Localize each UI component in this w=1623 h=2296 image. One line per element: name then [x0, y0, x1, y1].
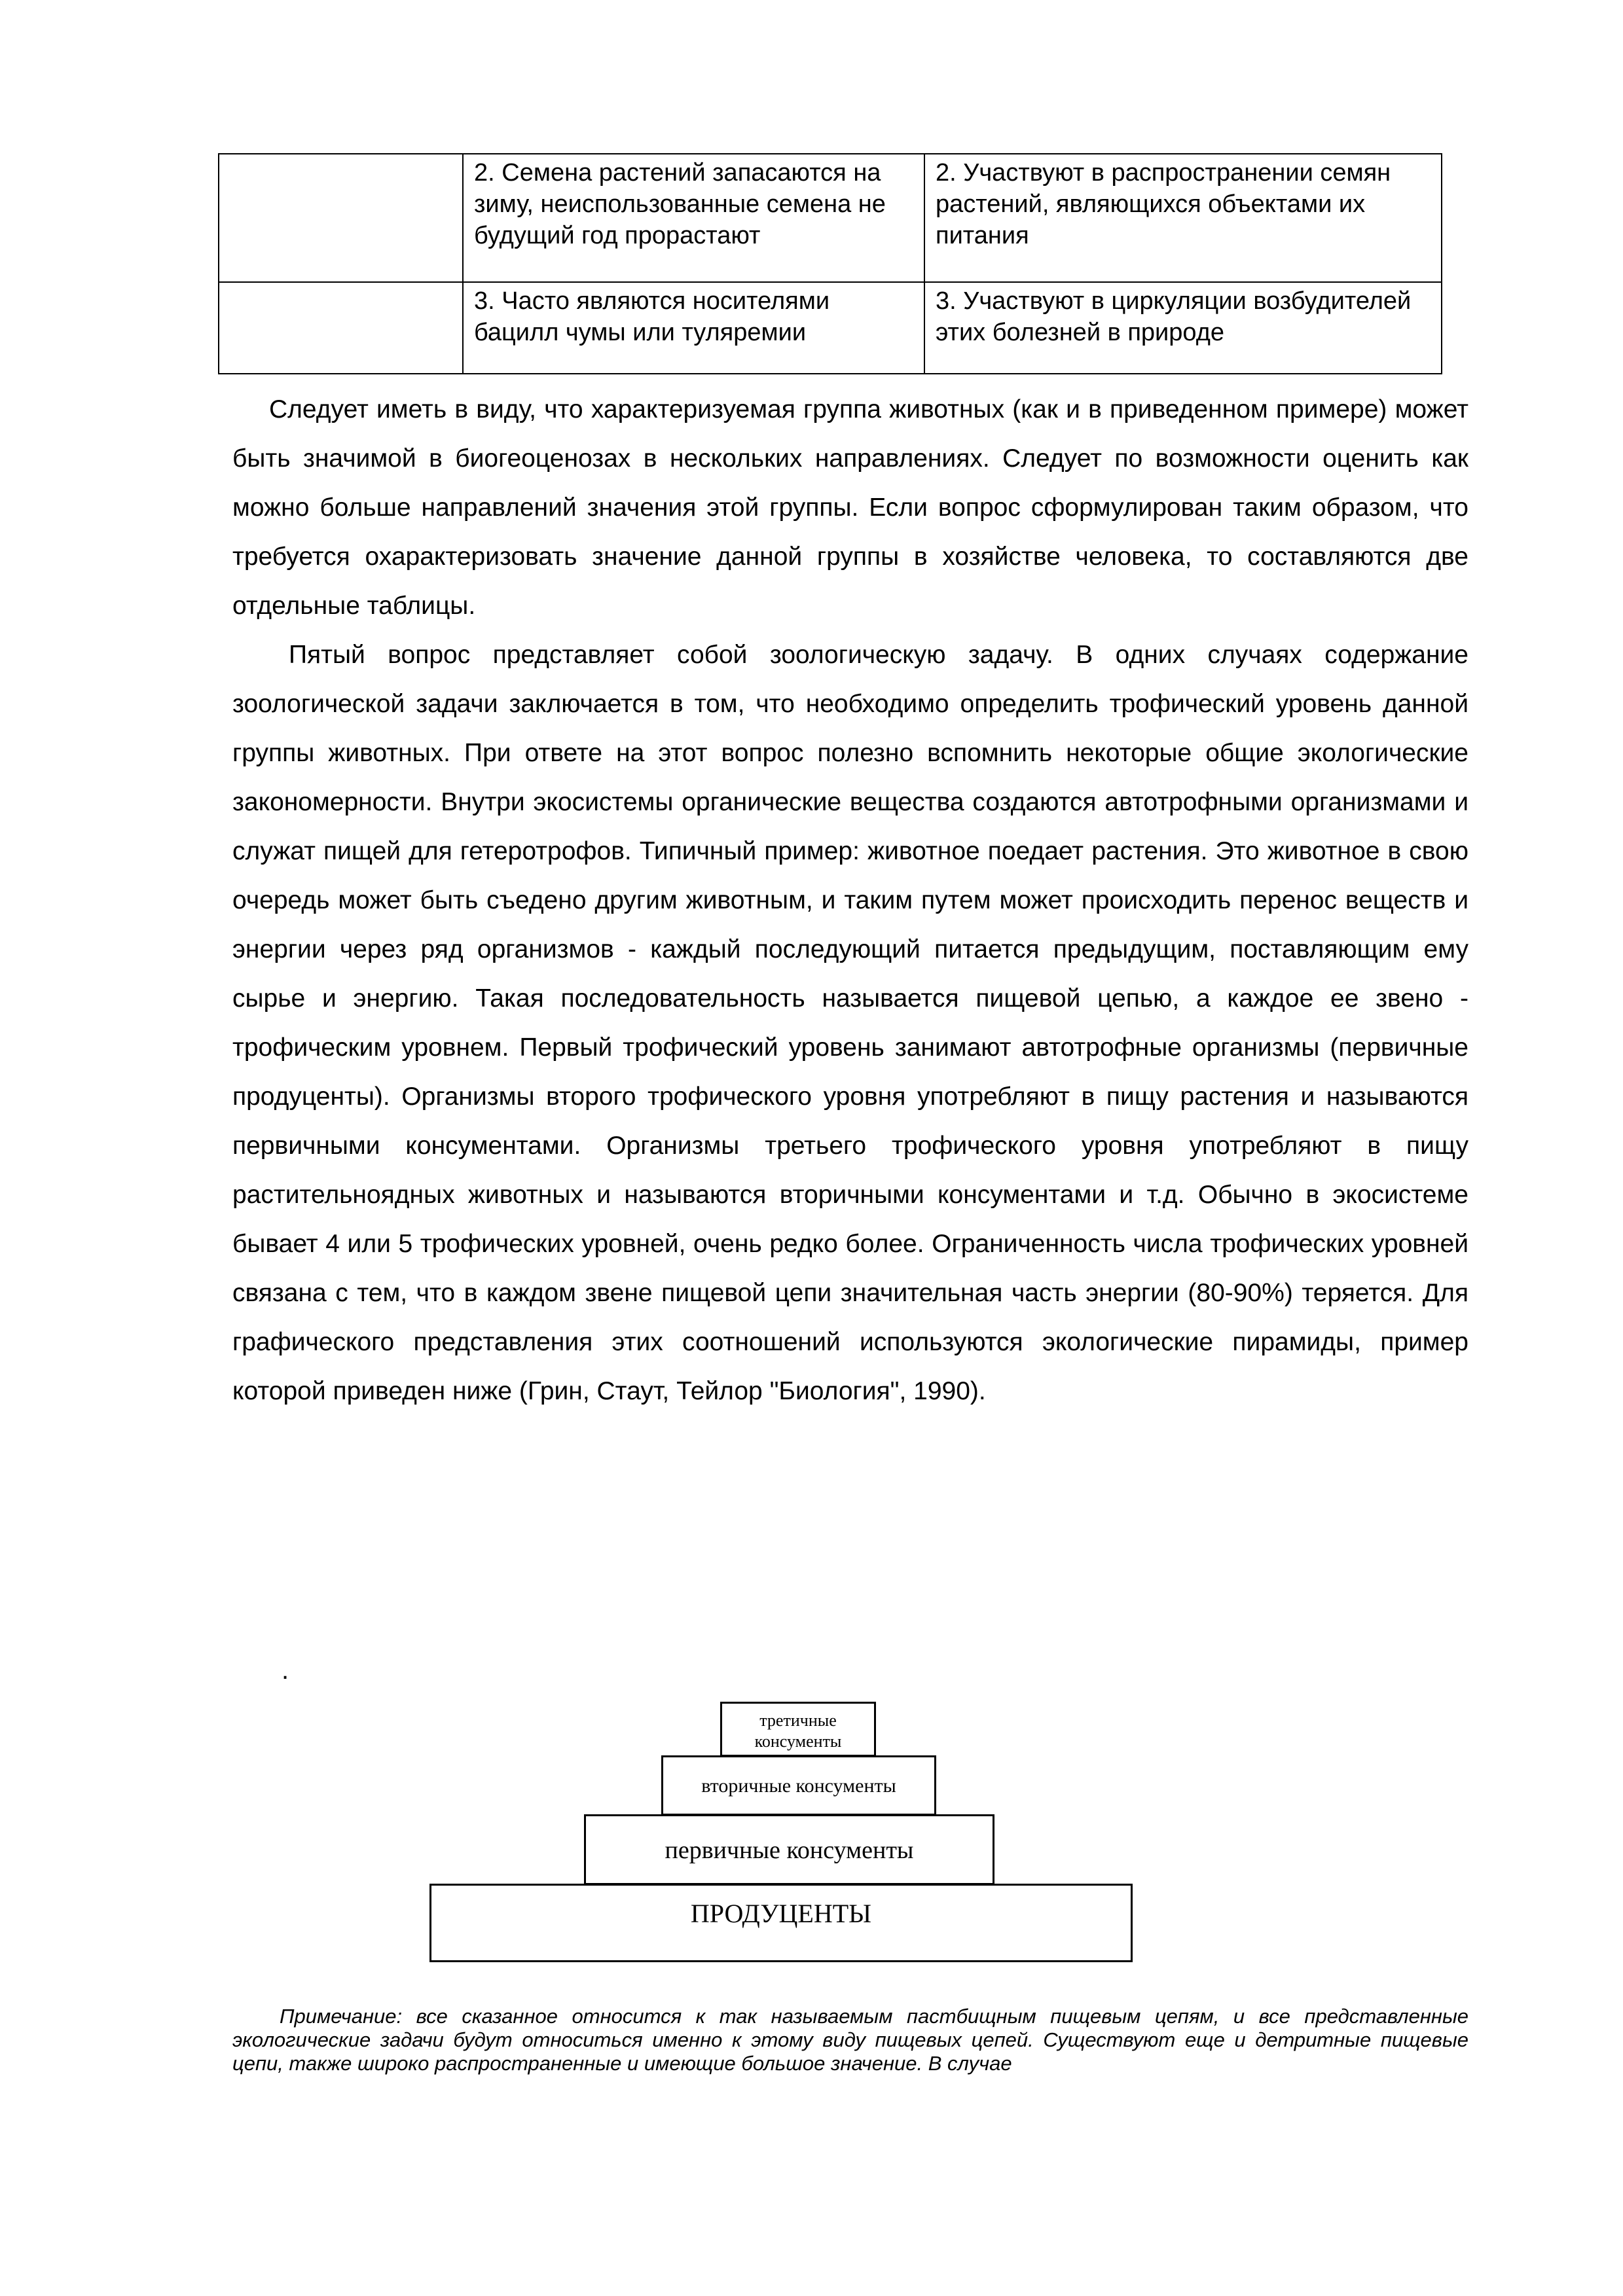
table-row	[219, 282, 1442, 374]
table-cell-feature: 3. Часто являются носителями бацилл чумы или туляремии	[463, 282, 924, 374]
footnote-text: Примечание: все сказанное относится к так называемым пастбищным пищевым цепям, и все представленные экологические задачи будут относиться именно к этому виду пищевых цепей. Существуют еще и детритные пищевые цепи, также широко распространенные и имеющие большое значение. В случае	[232, 2005, 1468, 2075]
paragraph-table-note: Следует иметь в виду, что характеризуемая группа животных (как и в приведенном примере) может быть значимой в биогеоценозах в нескольких направлениях. Следует по возможности оценить как можно больше направлений значения этой группы. Если вопрос сформулирован таким образом, что требуется охарактеризовать значение данной группы в хозяйстве человека, то составляются две отдельные таблицы.	[232, 395, 1468, 620]
pyramid-level-primary-consumers: первичные консументы	[584, 1814, 994, 1885]
pyramid-level-tertiary-consumers: третичные консументы	[720, 1702, 876, 1757]
table-cell-group	[219, 154, 463, 282]
body-text	[232, 385, 1468, 1416]
paragraph-fifth-question: Пятый вопрос представляет собой зоологическую задачу. В одних случаях содержание зоологической задачи заключается в том, что необходимо определить трофический уровень данной группы животных. При ответе на этот вопрос полезно вспомнить некоторые общие экологические закономерности. Внутри экосистемы органические вещества создаются автотрофными организмами и служат пищей для гетеротрофов. Типичный пример: животное поедает растения. Это животное в свою очередь может быть съедено другим животным, и таким путем может происходить перенос веществ и энергии через ряд организмов - каждый последующий питается предыдущим, поставляющим ему сырье и энергию. Такая последовательность называется пищевой цепью, а каждое ее звено - трофическим уровнем. Первый трофический уровень занимают автотрофные организмы (первичные продуценты). Организмы второго трофического уровня употребляют в пищу растения и называются первичными консументами. Организмы третьего трофического уровня употребляют в пищу растительноядных животных и называются вторичными консументами и т.д. Обычно в экосистеме бывает 4 или 5 трофических уровней, очень редко более. Ограниченность числа трофических уровней связана с тем, что в каждом звене пищевой цепи значительная часть энергии (80-90%) теряется. Для графического представления этих соотношений используются экологические пирамиды, пример которой приведен ниже (Грин, Стаут, Тейлор "Биология", 1990).	[232, 641, 1468, 1405]
pyramid-level-secondary-consumers: вторичные консументы	[661, 1755, 936, 1816]
stray-mark: .	[282, 1656, 289, 1685]
pyramid-level-producers: ПРОДУЦЕНТЫ	[429, 1884, 1133, 1962]
table-row	[219, 154, 1442, 282]
table-cell-group	[219, 282, 463, 374]
significance-table	[218, 153, 1442, 374]
table-cell-significance: 3. Участвуют в циркуляции возбудителей этих болезней в природе	[924, 282, 1442, 374]
footnote	[232, 2005, 1468, 2075]
table-cell-feature: 2. Семена растений запасаются на зиму, неиспользованные семена не будущий год прорастают	[463, 154, 924, 282]
table-cell-significance: 2. Участвуют в распространении семян растений, являющихся объектами их питания	[924, 154, 1442, 282]
